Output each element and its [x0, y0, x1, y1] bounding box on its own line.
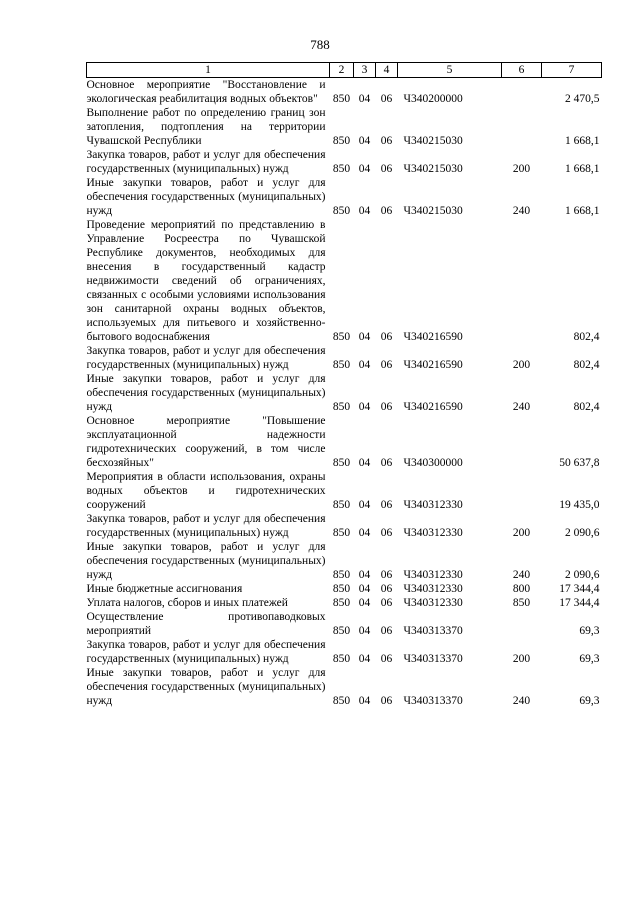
table-row: [87, 414, 602, 470]
row-sum-cell: 2 470,5: [565, 93, 600, 105]
row-gr-cell: 850: [332, 457, 351, 469]
table-row: [87, 610, 602, 638]
row-vr-cell: 200: [512, 653, 531, 665]
row-gr-cell: 850: [332, 625, 351, 637]
row-name-cell: Иные бюджетные ассигнования: [86, 583, 243, 595]
row-csr-cell: Ч340313370: [403, 653, 463, 665]
row-gr-cell: 850: [332, 695, 351, 707]
row-name-cell: Проведение мероприятий по представлению в Управление Росреестра по Чувашской Республике документов, необходимых для внесения в государственный кадастр недвижимости сведений об ограничениях, связанных с особыми условиями использования зон санитарной охраны водных объектов, используемых для питьевого и хозяйственно-бытового водоснабжения: [86, 219, 326, 343]
row-sum-cell: 1 668,1: [565, 205, 600, 217]
column-header-3: 3: [354, 63, 376, 78]
row-vr-cell: 240: [512, 401, 531, 413]
row-vr-cell: [502, 414, 542, 470]
row-name-cell: Иные закупки товаров, работ и услуг для обеспечения государственных (муниципальных) нужд: [86, 541, 326, 581]
row-sum-cell: 69,3: [579, 695, 600, 707]
row-vr-cell: [502, 106, 542, 148]
row-gr-cell: 850: [332, 527, 351, 539]
table-row: [87, 638, 602, 666]
table-row: [87, 512, 602, 540]
row-vr-cell: 240: [512, 205, 531, 217]
row-vr-cell: 200: [512, 527, 531, 539]
row-pr-cell: 06: [380, 499, 393, 511]
column-header-5: 5: [398, 63, 502, 78]
row-name-cell: Иные закупки товаров, работ и услуг для обеспечения государственных (муниципальных) нужд: [86, 177, 326, 217]
row-csr-cell: Ч340200000: [403, 93, 463, 105]
row-csr-cell: Ч340216590: [403, 331, 463, 343]
table-row: [87, 596, 602, 610]
row-csr-cell: Ч340313370: [403, 625, 463, 637]
row-sum-cell: 50 637,8: [559, 457, 600, 469]
row-rz-cell: 04: [358, 331, 371, 343]
row-name-cell: Закупка товаров, работ и услуг для обеспечения государственных (муниципальных) нужд: [86, 513, 326, 539]
row-name-cell: Выполнение работ по определению границ зон затопления, подтопления на территории Чувашской Республики: [86, 107, 326, 147]
row-sum-cell: 17 344,4: [559, 583, 600, 595]
row-pr-cell: 06: [380, 205, 393, 217]
row-gr-cell: 850: [332, 359, 351, 371]
row-gr-cell: 850: [332, 205, 351, 217]
row-pr-cell: 06: [380, 695, 393, 707]
row-gr-cell: 850: [332, 93, 351, 105]
row-rz-cell: 04: [358, 135, 371, 147]
row-pr-cell: 06: [380, 93, 393, 105]
row-csr-cell: Ч340312330: [403, 527, 463, 539]
column-header-4: 4: [376, 63, 398, 78]
row-pr-cell: 06: [380, 653, 393, 665]
row-csr-cell: Ч340216590: [403, 401, 463, 413]
row-pr-cell: 06: [380, 583, 393, 595]
row-gr-cell: 850: [332, 653, 351, 665]
table-row: [87, 176, 602, 218]
row-name-cell: Основное мероприятие "Восстановление и экологическая реабилитация водных объектов": [86, 79, 326, 105]
row-pr-cell: 06: [380, 527, 393, 539]
row-rz-cell: 04: [358, 457, 371, 469]
table-row: [87, 540, 602, 582]
row-sum-cell: 1 668,1: [565, 135, 600, 147]
column-header-1: 1: [87, 63, 330, 78]
table-header: [87, 63, 602, 78]
row-name-cell: Иные закупки товаров, работ и услуг для обеспечения государственных (муниципальных) нужд: [86, 667, 326, 707]
row-gr-cell: 850: [332, 569, 351, 581]
budget-table: [86, 62, 602, 708]
row-sum-cell: 802,4: [573, 401, 600, 413]
row-name-cell: Иные закупки товаров, работ и услуг для обеспечения государственных (муниципальных) нужд: [86, 373, 326, 413]
row-csr-cell: Ч340313370: [403, 695, 463, 707]
column-header-7: 7: [542, 63, 602, 78]
row-pr-cell: 06: [380, 625, 393, 637]
row-sum-cell: 2 090,6: [565, 569, 600, 581]
row-rz-cell: 04: [358, 93, 371, 105]
row-name-cell: Мероприятия в области использования, охраны водных объектов и гидротехнических сооружений: [86, 471, 326, 511]
column-header-6: 6: [502, 63, 542, 78]
column-header-2: 2: [330, 63, 354, 78]
row-pr-cell: 06: [380, 163, 393, 175]
row-name-cell: Закупка товаров, работ и услуг для обеспечения государственных (муниципальных) нужд: [86, 149, 326, 175]
row-pr-cell: 06: [380, 457, 393, 469]
row-rz-cell: 04: [358, 401, 371, 413]
row-gr-cell: 850: [332, 163, 351, 175]
row-vr-cell: 200: [512, 163, 531, 175]
row-sum-cell: 802,4: [573, 359, 600, 371]
row-rz-cell: 04: [358, 695, 371, 707]
row-pr-cell: 06: [380, 359, 393, 371]
row-vr-cell: [502, 470, 542, 512]
row-sum-cell: 1 668,1: [565, 163, 600, 175]
table-row: [87, 78, 602, 107]
row-name-cell: Основное мероприятие "Повышение эксплуатационной надежности гидротехнических сооружений, в том числе бесхозяйных": [86, 415, 326, 469]
row-rz-cell: 04: [358, 583, 371, 595]
row-rz-cell: 04: [358, 527, 371, 539]
table-row: [87, 470, 602, 512]
row-name-cell: Закупка товаров, работ и услуг для обеспечения государственных (муниципальных) нужд: [86, 345, 326, 371]
row-vr-cell: 800: [512, 583, 531, 595]
row-gr-cell: 850: [332, 583, 351, 595]
row-rz-cell: 04: [358, 653, 371, 665]
row-csr-cell: Ч340216590: [403, 359, 463, 371]
row-sum-cell: 17 344,4: [559, 597, 600, 609]
row-vr-cell: [502, 610, 542, 638]
row-name-cell: Уплата налогов, сборов и иных платежей: [86, 597, 288, 609]
row-gr-cell: 850: [332, 135, 351, 147]
table-row: [87, 372, 602, 414]
row-name-cell: Осуществление противопаводковых мероприятий: [86, 611, 326, 637]
table-row: [87, 582, 602, 596]
table-row: [87, 344, 602, 372]
row-csr-cell: Ч340312330: [403, 569, 463, 581]
row-gr-cell: 850: [332, 499, 351, 511]
row-csr-cell: Ч340312330: [403, 499, 463, 511]
row-sum-cell: 69,3: [579, 653, 600, 665]
header-row: [87, 63, 602, 78]
row-pr-cell: 06: [380, 331, 393, 343]
row-csr-cell: Ч340215030: [403, 163, 463, 175]
row-rz-cell: 04: [358, 359, 371, 371]
row-sum-cell: 802,4: [573, 331, 600, 343]
row-gr-cell: 850: [332, 331, 351, 343]
row-rz-cell: 04: [358, 625, 371, 637]
row-rz-cell: 04: [358, 499, 371, 511]
row-csr-cell: Ч340215030: [403, 135, 463, 147]
row-csr-cell: Ч340215030: [403, 205, 463, 217]
row-sum-cell: 2 090,6: [565, 527, 600, 539]
row-sum-cell: 19 435,0: [559, 499, 600, 511]
row-vr-cell: 240: [512, 695, 531, 707]
row-sum-cell: 69,3: [579, 625, 600, 637]
row-csr-cell: Ч340312330: [403, 583, 463, 595]
table-row: [87, 148, 602, 176]
row-pr-cell: 06: [380, 569, 393, 581]
table-row: [87, 666, 602, 708]
row-rz-cell: 04: [358, 597, 371, 609]
row-pr-cell: 06: [380, 597, 393, 609]
table-row: [87, 218, 602, 344]
row-pr-cell: 06: [380, 401, 393, 413]
row-rz-cell: 04: [358, 163, 371, 175]
row-pr-cell: 06: [380, 135, 393, 147]
row-rz-cell: 04: [358, 205, 371, 217]
row-vr-cell: 850: [512, 597, 531, 609]
row-vr-cell: 200: [512, 359, 531, 371]
row-vr-cell: [502, 218, 542, 344]
row-vr-cell: 240: [512, 569, 531, 581]
row-vr-cell: [502, 78, 542, 107]
row-name-cell: Закупка товаров, работ и услуг для обеспечения государственных (муниципальных) нужд: [86, 639, 326, 665]
row-gr-cell: 850: [332, 597, 351, 609]
row-csr-cell: Ч340312330: [403, 597, 463, 609]
table-body: [87, 78, 602, 709]
table-row: [87, 106, 602, 148]
row-csr-cell: Ч340300000: [403, 457, 463, 469]
row-gr-cell: 850: [332, 401, 351, 413]
row-rz-cell: 04: [358, 569, 371, 581]
page-number: 788: [310, 37, 330, 52]
